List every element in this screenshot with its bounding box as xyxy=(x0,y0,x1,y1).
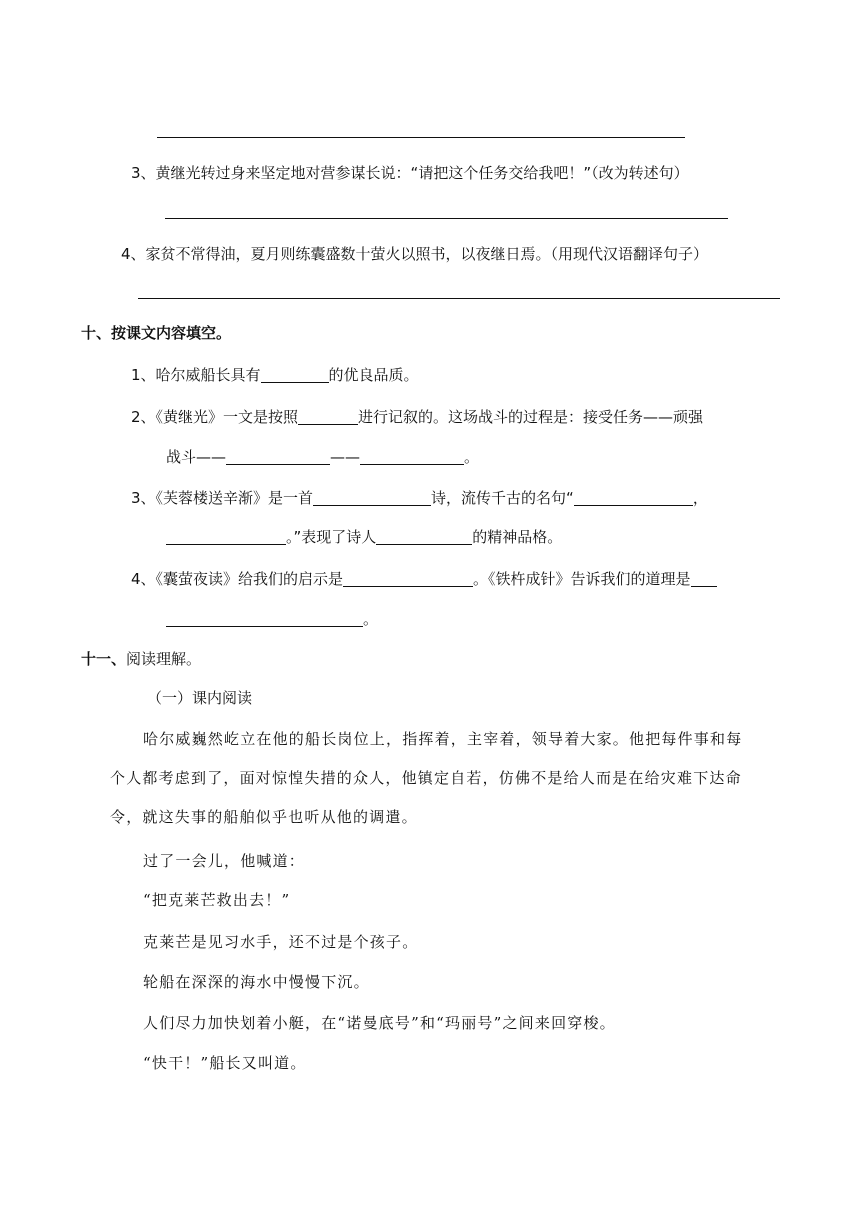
blank-field[interactable] xyxy=(691,570,717,587)
blank-field[interactable] xyxy=(343,570,473,587)
item-number: 3、 xyxy=(131,164,156,182)
fill-item-3 xyxy=(131,487,708,508)
passage-line: “快干！”船长又叫道。 xyxy=(143,1054,307,1072)
answer-line[interactable] xyxy=(138,298,780,299)
blank-field[interactable] xyxy=(298,408,358,425)
fill-item-2-cont xyxy=(166,446,479,467)
section-title: 阅读理解。 xyxy=(126,650,202,668)
text: 2、《黄继光》一文是按照 xyxy=(131,408,299,426)
passage-line: 个人都考虑到了，面对惊惶失措的众人，他镇定自若，仿佛不是给人而是在给灾难下达命 xyxy=(110,769,742,787)
passage-line: 克莱芒是见习水手，还不过是个孩子。 xyxy=(143,933,419,951)
blank-field[interactable] xyxy=(574,489,693,506)
text: 。 xyxy=(363,610,379,628)
section-10-heading: 十、按课文内容填空。 xyxy=(81,324,232,342)
answer-line[interactable] xyxy=(157,137,685,138)
text: ， xyxy=(692,489,708,507)
blank-field[interactable] xyxy=(166,528,286,545)
text: —— xyxy=(330,448,361,466)
passage-line: 人们尽力加快划着小艇，在“诺曼底号”和“玛丽号”之间来回穿梭。 xyxy=(143,1014,616,1032)
passage-line: 轮船在深深的海水中慢慢下沉。 xyxy=(143,973,370,991)
text: 进行记叙的。这场战斗的过程是：接受任务——顽强 xyxy=(358,408,704,426)
blank-field[interactable] xyxy=(360,448,464,465)
fill-item-3-cont xyxy=(166,526,562,547)
question-item-3 xyxy=(131,162,689,183)
fill-item-1 xyxy=(131,364,419,385)
fill-item-4-cont xyxy=(166,608,378,629)
text: 4、《囊萤夜读》给我们的启示是 xyxy=(131,570,344,588)
passage-line: 令，就这失事的船舶似乎也听从他的调遣。 xyxy=(110,808,418,826)
blank-field[interactable] xyxy=(166,610,363,627)
text: 诗，流传千古的名句“ xyxy=(431,489,574,507)
text: 。”表现了诗人 xyxy=(286,528,377,546)
section-number: 十一、 xyxy=(81,650,127,668)
text: 1、哈尔威船长具有 xyxy=(131,366,261,384)
text: 战斗—— xyxy=(166,448,227,466)
text: 的优良品质。 xyxy=(328,366,419,384)
passage-line: 哈尔威巍然屹立在他的船长岗位上，指挥着，主宰着，领导着大家。他把每件事和每 xyxy=(143,730,743,748)
text: 3、《芙蓉楼送辛渐》是一首 xyxy=(131,489,314,507)
blank-field[interactable] xyxy=(261,366,329,383)
item-text: 家贫不常得油，夏月则练囊盛数十萤火以照书，以夜继日焉。（用现代汉语翻译句子） xyxy=(145,245,709,263)
text: 。《铁杵成针》告诉我们的道理是 xyxy=(473,570,691,588)
item-text: 黄继光转过身来坚定地对营参谋长说：“请把这个任务交给我吧！”（改为转述句） xyxy=(155,164,689,182)
blank-field[interactable] xyxy=(226,448,330,465)
passage-line: 过了一会儿，他喊道： xyxy=(143,852,306,870)
text: 。 xyxy=(464,448,480,466)
answer-line[interactable] xyxy=(165,218,728,219)
fill-item-2 xyxy=(131,406,703,427)
section-11-heading xyxy=(81,648,201,669)
question-item-4 xyxy=(121,243,708,264)
blank-field[interactable] xyxy=(313,489,431,506)
fill-item-4 xyxy=(131,568,717,589)
blank-field[interactable] xyxy=(376,528,472,545)
passage-line: “把克莱芒救出去！” xyxy=(143,891,291,909)
item-number: 4、 xyxy=(121,245,146,263)
subsection-heading: （一）课内阅读 xyxy=(147,689,253,707)
text: 的精神品格。 xyxy=(472,528,563,546)
